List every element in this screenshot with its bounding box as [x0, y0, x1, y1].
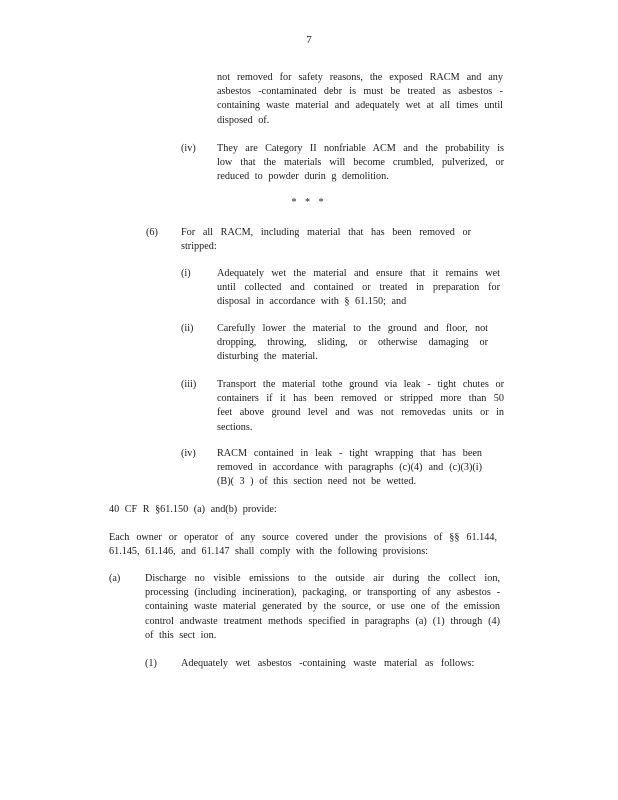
item-6-text: For all RACM, including material that has been removed or stripped: — [181, 227, 471, 253]
subitem-ii-label: (ii) — [181, 323, 194, 334]
item-a-label: (a) — [109, 573, 121, 584]
subitem-i-label: (i) — [181, 268, 191, 279]
item-iv-label: (iv) — [181, 143, 196, 154]
continued-paragraph: not removed for safety reasons, the exposed RACM and any asbestos -contaminated debr is must be treated as asbestos -containing waste material and adequately wet at all times until disposed of. — [217, 72, 503, 126]
subitem-ii-text: Carefully lower the material to the ground and floor, not dropping, throwing, sliding, or otherwise damaging or disturbing the material. — [217, 323, 488, 363]
subitem-i-text: Adequately wet the material and ensure that it remains wet until collected and contained or treated in preparation for disposal in accordance with § 61.150; and — [217, 268, 500, 308]
subitem-iv-text: RACM contained in leak - tight wrapping that has been removed in accordance with paragraphs (c)(4) and (c)(3)(i)(B)( 3 ) of this section need not be wetted. — [217, 448, 482, 488]
subitem-iv-label: (iv) — [181, 448, 196, 459]
item-iv-text: They are Category II nonfriable ACM and the probability is low that the materials will become crumbled, pulverized, or reduced to powder durin g demolition. — [217, 143, 504, 183]
cfr-heading: 40 CF R §61.150 (a) and(b) provide: — [109, 504, 277, 515]
subitem-iii-text: Transport the material tothe ground via leak - tight chutes or containers if it has been removed or stripped more than 50 feet above ground level and was not removedas units or in sections. — [217, 379, 504, 433]
page-number: 7 — [306, 34, 312, 46]
item-a-text: Discharge no visible emissions to the outside air during the collect ion, processing (including incineration), packaging, or transporting of any asbestos -containing waste material generated by the source, or use one of the emission control andwaste treatment methods specified in paragraphs (a) (1) through (4) of this sect ion. — [145, 573, 500, 641]
subitem-iii-label: (iii) — [181, 379, 197, 390]
item-a1-text: Adequately wet asbestos -containing waste material as follows: — [181, 658, 475, 669]
intro-paragraph: Each owner or operator of any source covered under the provisions of §§ 61.144, 61.145, 61.146, and 61.147 shall comply with the following provisions: — [109, 532, 497, 558]
section-separator: * * * — [291, 197, 327, 208]
item-a1-label: (1) — [145, 658, 157, 669]
item-6-label: (6) — [146, 227, 158, 238]
